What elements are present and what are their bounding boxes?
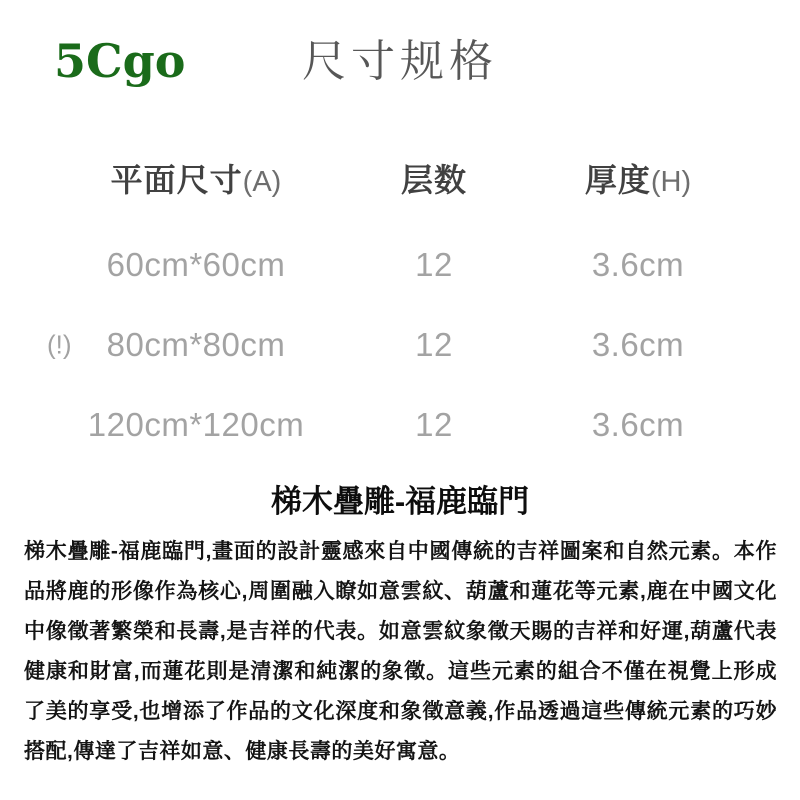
- table-header-row: [60, 130, 740, 225]
- column-header-layers-label: 层数: [400, 161, 467, 198]
- cell-size: [60, 406, 332, 444]
- cell-size: [60, 246, 332, 284]
- thickness-value: 3.6cm: [591, 326, 685, 363]
- product-description: 梯木疊雕-福鹿臨門,畫面的設計靈感來自中國傳統的吉祥圖案和自然元素。本作品將鹿的形像作為核心,周圍融入瞭如意雲紋、葫蘆和蓮花等元素,鹿在中國文化中像徵著繁榮和長壽,是吉祥的代表。如意雲紋象徵天賜的吉祥和好運,葫蘆代表健康和財富,而蓮花則是清潔和純潔的象徵。這些元素的組合不僅在視覺上形成了美的享受,也增添了作品的文化深度和象徵意義,作品透過這些傳統元素的巧妙搭配,傳達了吉祥如意、健康長壽的美好寓意。: [24, 540, 777, 763]
- layers-value: 12: [415, 406, 453, 443]
- cell-thickness: [536, 246, 740, 284]
- size-value: 60cm*60cm: [106, 246, 286, 283]
- product-title: 梯木疊雕-福鹿臨門: [270, 484, 530, 519]
- table-row: [60, 225, 740, 305]
- thickness-value: 3.6cm: [591, 246, 685, 283]
- page-title: 尺寸规格: [302, 37, 498, 86]
- cell-size: [60, 326, 332, 364]
- attention-marker: (!): [47, 329, 72, 360]
- cell-thickness: [536, 406, 740, 444]
- column-header-size: [60, 155, 332, 201]
- column-header-thickness-label: 厚度: [584, 161, 651, 198]
- size-value: 120cm*120cm: [87, 406, 305, 443]
- size-value: 80cm*80cm: [106, 326, 286, 363]
- layers-value: 12: [415, 246, 453, 283]
- cell-layers: [332, 326, 536, 364]
- column-header-thickness: [536, 155, 740, 201]
- thickness-value: 3.6cm: [591, 406, 685, 443]
- table-row: [60, 385, 740, 465]
- layers-value: 12: [415, 326, 453, 363]
- column-header-thickness-suffix: (H): [650, 165, 692, 198]
- table-row: [47, 305, 740, 385]
- column-header-layers: [332, 155, 536, 201]
- brand-logo: 5Cgo: [54, 34, 186, 88]
- cell-thickness: [536, 326, 740, 364]
- cell-layers: [332, 406, 536, 444]
- column-header-size-suffix: (A): [242, 165, 282, 198]
- column-header-size-label: 平面尺寸: [110, 161, 243, 198]
- spec-table: [47, 130, 740, 465]
- cell-layers: [332, 246, 536, 284]
